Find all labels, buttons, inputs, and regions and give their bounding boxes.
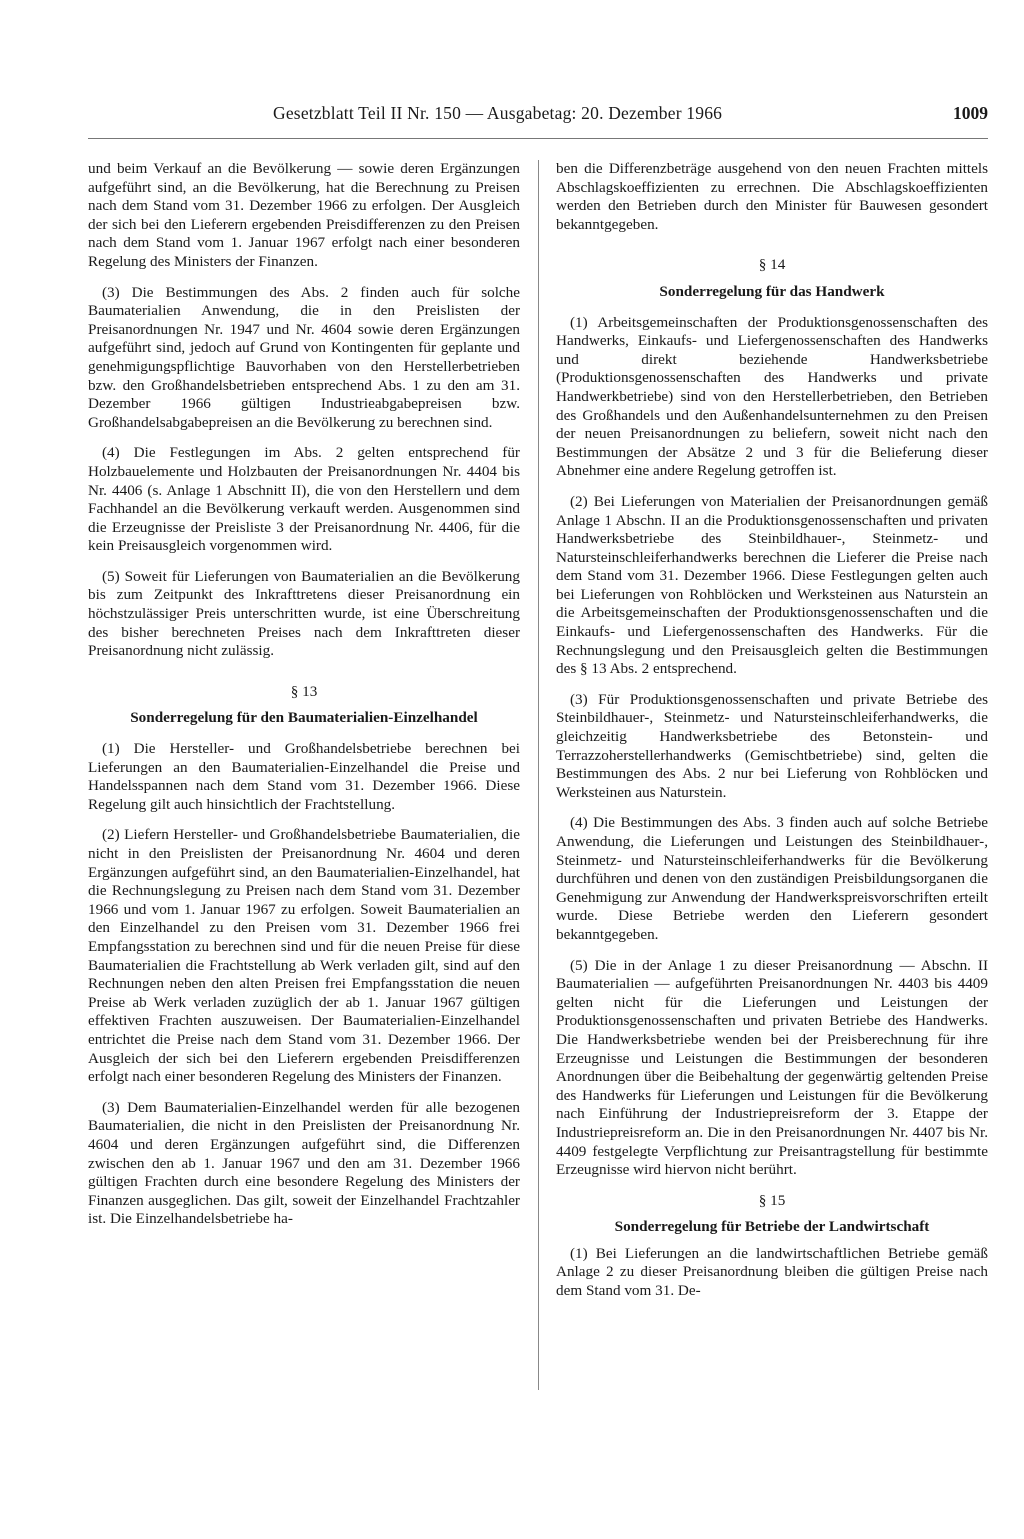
page-header (88, 103, 988, 131)
header-rule (88, 138, 988, 139)
column-divider (538, 160, 539, 1390)
paragraph: (1) Bei Lieferungen an die landwirtschaftlichen Betriebe gemäß Anlage 2 zu dieser Preisanordnung bleiben die gültigen Preise nach dem Stand vom 31. De- (556, 1244, 988, 1300)
paragraph: (1) Die Hersteller- und Großhandelsbetriebe berechnen bei Lieferungen an den Baumaterialien-Einzelhandel die Preise und Handelsspannen nach dem Stand vom 31. Dezember 1966. Diese Regelung gilt auch hinsichtlich der Frachtstellung. (88, 740, 520, 813)
paragraph: (4) Die Festlegungen im Abs. 2 gelten entsprechend für Holzbauelemente und Holzbauten der Preisanordnungen Nr. 4404 bis Nr. 4406 (s. Anlage 1 Abschnitt II), die von den Herstellern und dem Fachhandel an die Bevölkerung verkauft werden. Ausgenommen sind die Erzeugnisse der Preisliste 3 der Preisanordnung Nr. 4406, für die kein Preisausgleich vorgenommen wird. (88, 444, 520, 555)
page-number: 1009 (953, 103, 988, 123)
section-title: Sonderregelung für Betriebe der Landwirtschaft (614, 1218, 930, 1236)
paragraph: ben die Differenzbeträge ausgehend von den neuen Frachten mittels Abschlagskoeffizienten zu errechnen. Die Abschlagskoeffizienten werden den Betrieben durch den Minister für Bauwesen gesondert bekanntgegeben. (556, 160, 988, 233)
paragraph: (1) Arbeitsgemeinschaften der Produktionsgenossenschaften des Handwerks, Einkaufs- und Liefergenossenschaften des Handwerks und direkt beziehende Handwerksbetriebe (Produktionsgenossenschaften des Handwerks und private Handwerkbetriebe) sind von den Herstellerbetrieben, den Betrieben des Großhandels und den Außenhandelsunternehmen zu den Preisen der neuen Preisanordnungen zu beliefern, soweit nicht nach den Bestimmungen der Absätze 2 und 3 für die Belieferung dieser Abnehmer eine andere Regelung getroffen ist. (556, 313, 988, 480)
left-column (88, 160, 520, 1229)
paragraph: (2) Liefern Hersteller- und Großhandelsbetriebe Baumaterialien, die nicht in den Preislisten der Preisanordnung Nr. 4604 und deren Ergänzungen aufgeführt sind, an den Baumaterialien-Einzelhandel, hat die Rechnungslegung zu Preisen nach dem Stand vom 31. Dezember 1966 und vom 1. Januar 1967 zu erfolgen. Soweit Baumaterialien an den Einzelhandel zu den Preisen vom 31. Dezember 1966 frei Empfangsstation zu berechnen sind und für die neuen Preise für diese Baumaterialien die Frachtstellung ab Werk verladen gilt, sind auf den Rechnungen neben den alten Preisen frei Empfangsstation die neuen Preise ab Werk verladen zuzüglich der ab 1. Januar 1967 gültigen effektiven Frachten auszuweisen. Der Baumaterialien-Einzelhandel entrichtet die Preise nach dem Stand vom 31. Dezember 1966. Der Ausgleich der sich bei den Lieferern ergebenden Preisdifferenzen erfolgt nach einer besonderen Regelung des Ministers der Finanzen. (88, 826, 520, 1086)
right-column (556, 160, 988, 1301)
paragraph: (3) Dem Baumaterialien-Einzelhandel werden für alle bezogenen Baumaterialien, die nicht in den Preislisten der Preisanordnung Nr. 4604 und deren Ergänzungen aufgeführt sind, die Differenzen zwischen den ab 1. Januar 1967 und den am 31. Dezember 1966 gültigen Frachten durch eine besondere Regelung des Ministers der Finanzen ausgeglichen. Das gilt, soweit der Einzelhandel Frachtzahler ist. Die Einzelhandelsbetriebe ha- (88, 1098, 520, 1228)
section-number: § 15 (758, 1191, 786, 1209)
paragraph: (2) Bei Lieferungen von Materialien der Preisanordnungen gemäß Anlage 1 Abschn. II an die Produktionsgenossenschaften und privaten Handwerksbetriebe des Steinbildhauer-, Steinmetz- und Natursteinschleiferhandwerks berechnen die Lieferer die Preise nach dem Stand vom 31. Dezember 1966. Diese Festlegungen gelten auch bei Lieferungen von Rohblöcken und Werksteinen aus Naturstein an die Arbeitsgemeinschaften der Produktionsgenossenschaften und die Einkaufs- und Liefergenossenschaften des Handwerks. Für die Rechnungslegung und den Preisausgleich gelten die Bestimmungen des § 13 Abs. 2 entsprechend. (556, 492, 988, 678)
section-number: § 14 (758, 256, 786, 274)
section-number: § 13 (290, 682, 318, 700)
section-title: Sonderregelung für den Baumaterialien-Einzelhandel (130, 709, 478, 727)
paragraph: (3) Für Produktionsgenossenschaften und private Betriebe des Steinbildhauer-, Steinmetz- und Natursteinschleiferhandwerks, die gleichzeitig Handwerksbetriebe des Betonstein- und Terrazzoherstellerhandwerks (Gemischtbetriebe) sind, gelten die Bestimmungen des Abs. 2 nur bei Lieferung von Rohblöcken und Werksteinen aus Naturstein. (556, 690, 988, 801)
paragraph: (5) Soweit für Lieferungen von Baumaterialien an die Bevölkerung bis zum Zeitpunkt des Inkrafttretens dieser Preisanordnung ein höchstzulässiger Preis unterschritten wurde, ist eine Überschreitung des bisher berechneten Preises nach dem Inkrafttreten dieser Preisanordnung nicht zulässig. (88, 567, 520, 660)
paragraph: und beim Verkauf an die Bevölkerung — sowie deren Ergänzungen aufgeführt sind, an die Bevölkerung, hat die Berechnung zu Preisen nach dem Stand vom 31. Dezember 1966 zu erfolgen. Der Ausgleich der sich bei den Lieferern ergebenden Preisdifferenzen zu den Preisen nach dem Stand vom 1. Januar 1967 erfolgt nach einer besonderen Regelung des Ministers der Finanzen. (88, 160, 520, 270)
paragraph: (5) Die in der Anlage 1 zu dieser Preisanordnung — Abschn. II Baumaterialien — aufgeführten Preisanordnungen Nr. 4403 bis 4409 gelten nicht für die Lieferungen und Leistungen der Produktionsgenossenschaften und privaten Betriebe des Handwerks. Die Handwerksbetriebe wenden bei der Preisberechnung für ihre Erzeugnisse und Leistungen die Bestimmungen der besonderen Anordnungen über die Beibehaltung der gegenwärtig geltenden Preise des Handwerks für Lieferungen und Leistungen für die Bevölkerung nach Einführung der Industriepreisreform der 3. Etappe der Industriepreisreform an. Die in den Preisanordnungen Nr. 4407 bis Nr. 4409 festgelegte Verpflichtung zur Preisantragstellung für bestimmte Erzeugnisse wird hiervon nicht berührt. (556, 956, 988, 1179)
header-title: Gesetzblatt Teil II Nr. 150 — Ausgabetag: 20. Dezember 1966 (273, 103, 723, 123)
paragraph: (3) Die Bestimmungen des Abs. 2 finden auch für solche Baumaterialien Anwendung, die in den Preislisten der Preisanordnungen Nr. 1947 und Nr. 4604 sowie deren Ergänzungen aufgeführt sind, jedoch auf Grund von Kontingenten für geplante und genehmigungspflichtige Bauvorhaben von den Herstellerbetrieben bzw. den Großhandelsbetrieben entsprechend Abs. 1 zu den am 31. Dezember 1966 gültigen Industrieabgabepreisen bzw. Großhandelsabgabepreisen an die Bevölkerung zu berechnen sind. (88, 283, 520, 431)
paragraph: (4) Die Bestimmungen des Abs. 3 finden auch auf solche Betriebe Anwendung, die Lieferungen und Leistungen des Steinbildhauer-, Steinmetz- und Natursteinschleiferhandwerks für die Bevölkerung durchführen und denen von den zuständigen Preisbildungsorganen die Genehmigung zur Anwendung der Handwerkspreisvorschriften erteilt wurde. Diese Betriebe werden den Lieferern gesondert bekanntgegeben. (556, 814, 988, 943)
section-title: Sonderregelung für das Handwerk (659, 282, 885, 300)
